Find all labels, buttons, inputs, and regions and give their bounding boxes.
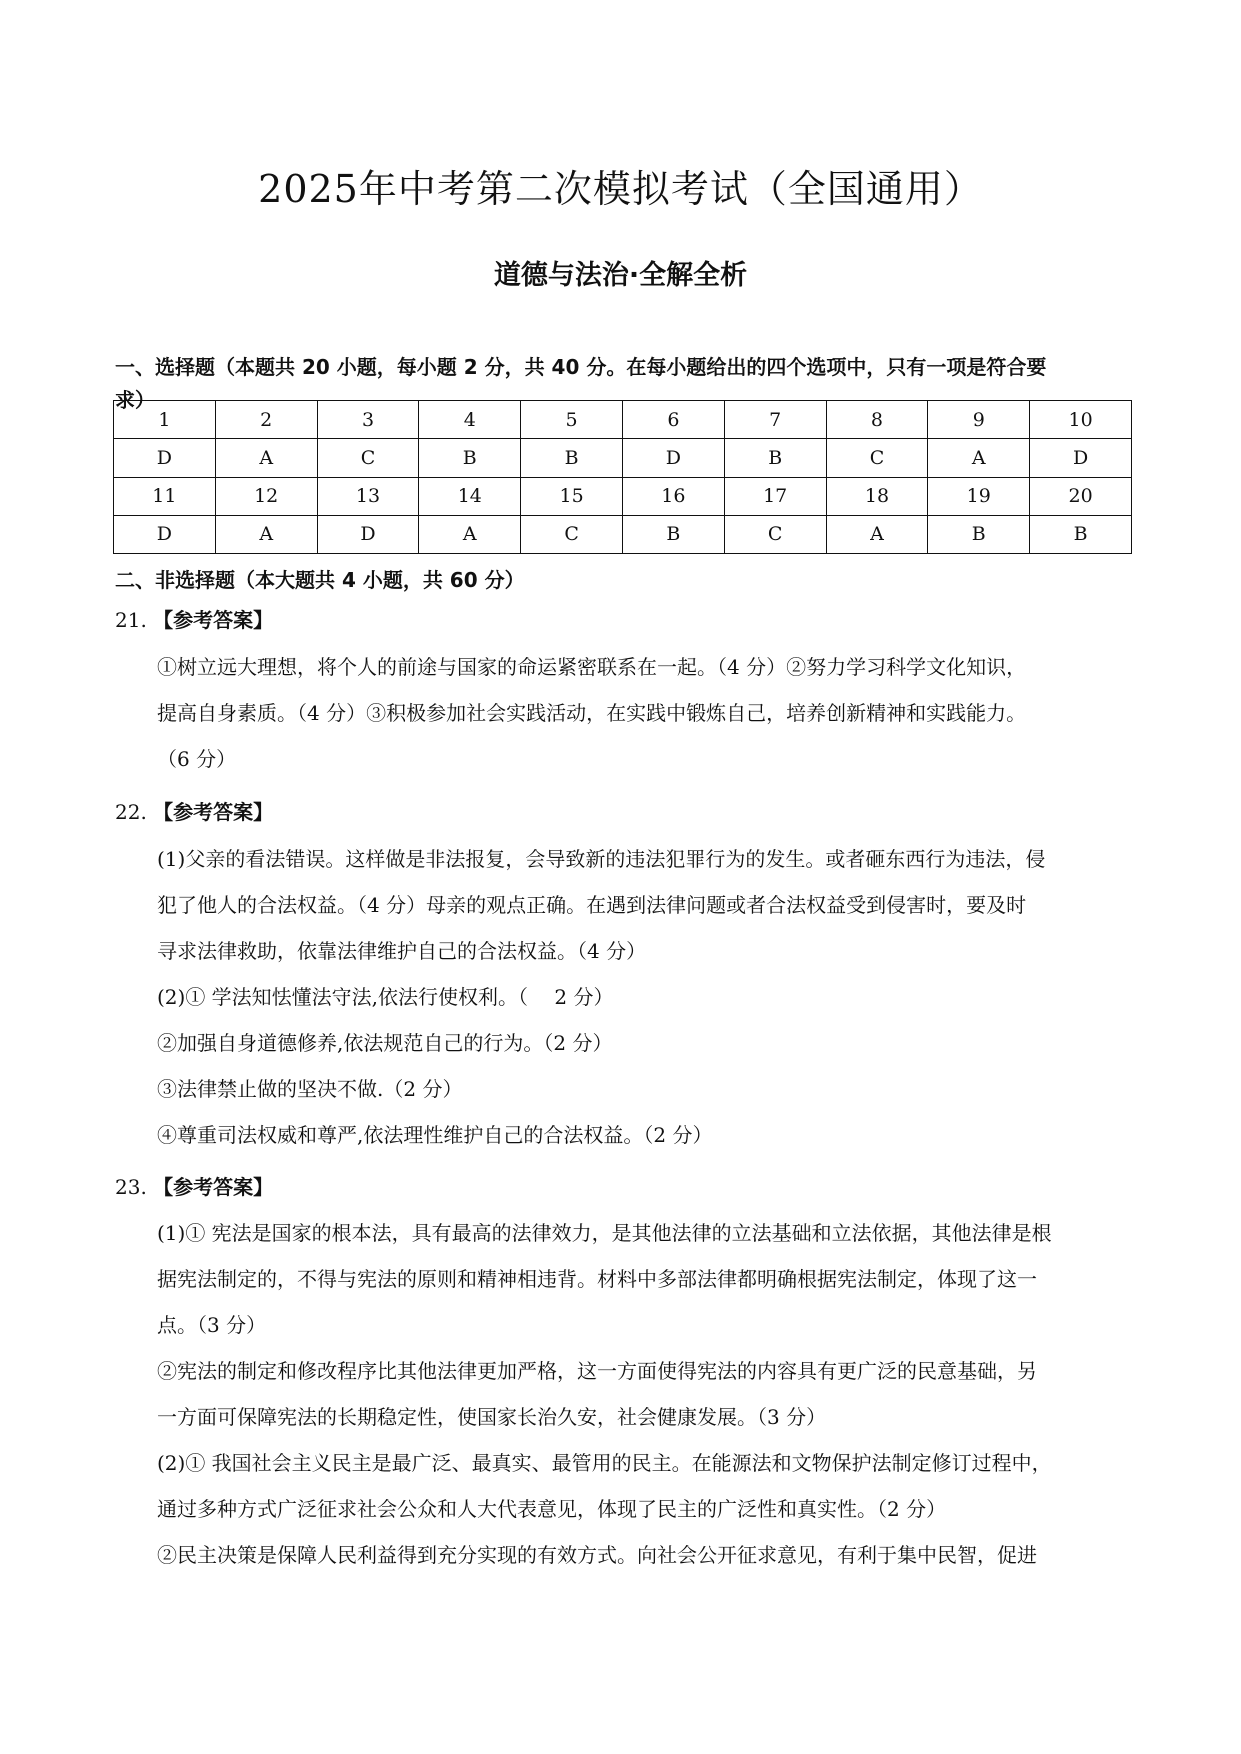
answer-line: 提高自身素质。（4 分）③积极参加社会实践活动，在实践中锻炼自己，培养创新精神和实践能力。 [157,701,1027,725]
table-cell: 8 [826,401,928,439]
table-cell: A [826,515,928,553]
q23-header [115,1171,273,1200]
table-cell: C [521,515,623,553]
table-cell: 17 [724,477,826,515]
answer-line: (1)① 宪法是国家的根本法，具有最高的法律效力，是其他法律的立法基础和立法依据，其他法律是根 [157,1221,1052,1245]
answer-line: (1)父亲的看法错误。这样做是非法报复，会导致新的违法犯罪行为的发生。或者砸东西行为违法，侵 [157,847,1046,871]
table-row-numbers-2 [114,477,1132,515]
section1-heading-line1: 一、选择题（本题共 20 小题，每小题 2 分，共 40 分。在每小题给出的四个选项中，只有一项是符合要 [115,355,1047,379]
table-row-numbers-1 [114,401,1132,439]
q21-header [115,604,273,633]
table-cell: 19 [928,477,1030,515]
table-cell: A [928,439,1030,477]
table-cell: 6 [622,401,724,439]
answer-line: 寻求法律救助，依靠法律维护自己的合法权益。（4 分） [157,939,647,963]
page-subtitle: 道德与法治·全解全析 [493,260,748,291]
table-cell: B [928,515,1030,553]
q21-answer [157,644,1132,782]
table-cell: B [1030,515,1132,553]
answer-line: ②民主决策是保障人民利益得到充分实现的有效方式。向社会公开征求意见，有利于集中民智，促进 [157,1543,1037,1567]
answer-line: 通过多种方式广泛征求社会公众和人大代表意见，体现了民主的广泛性和真实性。（2 分） [157,1497,947,1521]
table-cell: A [215,515,317,553]
table-cell: 16 [622,477,724,515]
page-title: 2025年中考第二次模拟考试（全国通用） [258,167,983,211]
table-cell: C [317,439,419,477]
table-cell: 9 [928,401,1030,439]
table-cell: 3 [317,401,419,439]
table-cell: D [317,515,419,553]
table-cell: B [521,439,623,477]
table-cell: A [215,439,317,477]
table-cell: 12 [215,477,317,515]
q21-label: 【参考答案】 [153,608,274,632]
table-cell: 1 [114,401,216,439]
table-cell: 7 [724,401,826,439]
table-cell: A [419,515,521,553]
answer-line: 一方面可保障宪法的长期稳定性，使国家长治久安，社会健康发展。（3 分） [157,1405,827,1429]
table-cell: B [724,439,826,477]
answer-line: ②宪法的制定和修改程序比其他法律更加严格，这一方面使得宪法的内容具有更广泛的民意基础，另 [157,1359,1037,1383]
q23-number: 23. [115,1175,147,1199]
answer-line: （6 分） [157,747,237,771]
table-cell: D [114,515,216,553]
table-cell: 14 [419,477,521,515]
q22-label: 【参考答案】 [153,800,274,824]
table-cell: D [622,439,724,477]
table-cell: 4 [419,401,521,439]
table-row-answers-1 [114,439,1132,477]
table-cell: D [114,439,216,477]
table-cell: D [1030,439,1132,477]
q21-number: 21. [115,608,147,632]
q22-header [115,796,273,825]
answer-line: ①树立远大理想，将个人的前途与国家的命运紧密联系在一起。（4 分）②努力学习科学文化知识， [157,655,1027,679]
answer-line: ②加强自身道德修养,依法规范自己的行为。（2 分） [157,1031,613,1055]
table-cell: 13 [317,477,419,515]
table-cell: C [826,439,928,477]
table-cell: B [622,515,724,553]
q22-answer [157,836,1132,1158]
table-cell: 5 [521,401,623,439]
section2-heading: 二、非选择题（本大题共 4 小题，共 60 分） [115,568,525,592]
table-cell: 2 [215,401,317,439]
answer-line: 据宪法制定的，不得与宪法的原则和精神相违背。材料中多部法律都明确根据宪法制定，体现了这一 [157,1267,1037,1291]
table-row-answers-2 [114,515,1132,553]
table-cell: 11 [114,477,216,515]
answer-table [113,400,1132,554]
table-cell: 15 [521,477,623,515]
answer-line: 点。（3 分） [157,1313,267,1337]
table-cell: B [419,439,521,477]
answer-line: ④尊重司法权威和尊严,依法理性维护自己的合法权益。（2 分） [157,1123,713,1147]
answer-line: (2)① 学法知怯懂法守法,依法行使权利。（ 2 分） [157,985,614,1009]
q22-number: 22. [115,800,147,824]
answer-line: (2)① 我国社会主义民主是最广泛、最真实、最管用的民主。在能源法和文物保护法制定修订过程中， [157,1451,1052,1475]
table-cell: 10 [1030,401,1132,439]
q23-answer [157,1210,1132,1578]
answer-line: 犯了他人的合法权益。（4 分）母亲的观点正确。在遇到法律问题或者合法权益受到侵害时，要及时 [157,893,1027,917]
table-cell: C [724,515,826,553]
table-cell: 18 [826,477,928,515]
table-cell: 20 [1030,477,1132,515]
q23-label: 【参考答案】 [153,1175,274,1199]
answer-line: ③法律禁止做的坚决不做.（2 分） [157,1077,463,1101]
section1-heading-line2: 求） [115,388,155,412]
